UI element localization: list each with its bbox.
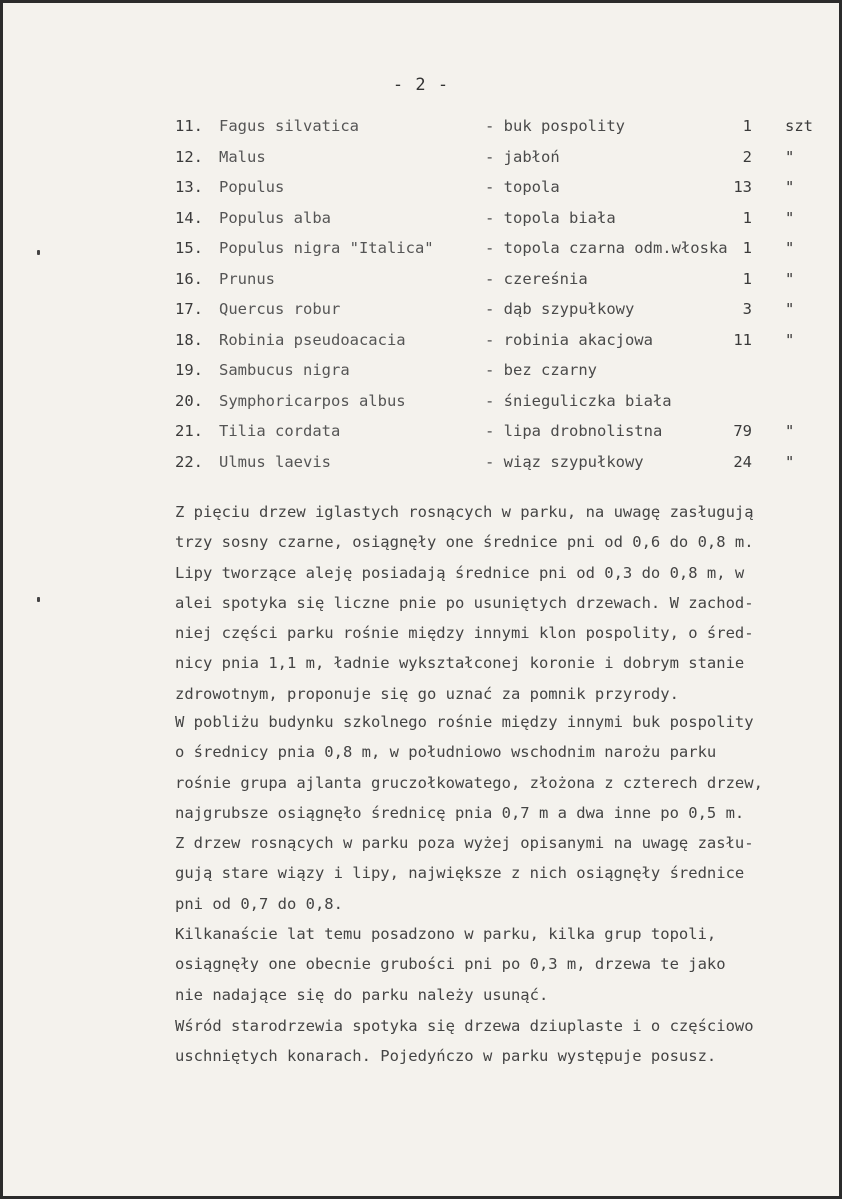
unit: " bbox=[785, 239, 795, 257]
latin-name: Tilia cordata bbox=[219, 422, 341, 440]
paragraph-line: W pobliżu budynku szkolnego rośnie między innymi buk pospolity bbox=[175, 713, 754, 731]
polish-name: - czereśnia bbox=[485, 269, 588, 288]
polish-name: - jabłoń bbox=[485, 147, 560, 166]
tree-row bbox=[0, 270, 842, 301]
paragraph-line: Lipy tworzące aleję posiadają średnice pni od 0,3 do 0,8 m, w bbox=[175, 563, 745, 582]
tree-number: 21. bbox=[175, 422, 203, 440]
quantity: 1 bbox=[742, 269, 752, 288]
paragraph-line: pni od 0,7 do 0,8. bbox=[175, 894, 343, 913]
tree-number: 16. bbox=[175, 269, 203, 288]
tree-row bbox=[0, 361, 842, 392]
unit: " bbox=[785, 269, 795, 288]
unit: " bbox=[785, 452, 795, 471]
paragraph-line: o średnicy pnia 0,8 m, w południowo wschodnim narożu parku bbox=[175, 743, 717, 762]
unit: " bbox=[785, 330, 795, 349]
tree-row bbox=[0, 422, 842, 453]
polish-name: - topola czarna odm.włoska bbox=[485, 239, 728, 257]
latin-name: Quercus robur bbox=[219, 300, 341, 318]
latin-name: Fagus silvatica bbox=[219, 117, 359, 135]
paragraph-line: Z drzew rosnących w parku poza wyżej opisanymi na uwagę zasłu- bbox=[175, 834, 754, 853]
margin-mark-1 bbox=[37, 250, 40, 255]
paragraph-line: rośnie grupa ajlanta gruczołkowatego, złożona z czterech drzew, bbox=[175, 773, 763, 792]
paragraph-line: Wśród starodrzewia spotyka się drzewa dziuplaste i o częściowo bbox=[175, 1017, 754, 1035]
latin-name: Populus alba bbox=[219, 208, 331, 227]
quantity: 13 bbox=[733, 178, 752, 196]
latin-name: Populus nigra "Italica" bbox=[219, 239, 434, 257]
paragraph-line: Kilkanaście lat temu posadzono w parku, kilka grup topoli, bbox=[175, 925, 717, 943]
unit: " bbox=[785, 422, 795, 440]
tree-row bbox=[0, 453, 842, 484]
polish-name: - lipa drobnolistna bbox=[485, 422, 663, 440]
tree-row bbox=[0, 239, 842, 270]
tree-number: 20. bbox=[175, 391, 203, 410]
latin-name: Robinia pseudoacacia bbox=[219, 330, 406, 349]
latin-name: Populus bbox=[219, 178, 285, 196]
tree-row bbox=[0, 178, 842, 209]
quantity: 1 bbox=[742, 239, 752, 257]
polish-name: - śnieguliczka biała bbox=[485, 391, 672, 410]
quantity: 24 bbox=[733, 452, 752, 471]
unit: " bbox=[785, 178, 795, 196]
unit: " bbox=[785, 300, 795, 318]
polish-name: - topola bbox=[485, 178, 560, 196]
tree-row bbox=[0, 209, 842, 240]
polish-name: - topola biała bbox=[485, 208, 616, 227]
tree-number: 12. bbox=[175, 147, 203, 166]
polish-name: - wiąz szypułkowy bbox=[485, 452, 644, 471]
paragraph-line: trzy sosny czarne, osiągnęły one średnice pni od 0,6 do 0,8 m. bbox=[175, 533, 754, 552]
tree-number: 11. bbox=[175, 117, 203, 135]
quantity: 79 bbox=[733, 422, 752, 440]
tree-number: 18. bbox=[175, 330, 203, 349]
unit: " bbox=[785, 208, 795, 227]
paragraph-line: osiągnęły one obecnie grubości pni po 0,3 m, drzewa te jako bbox=[175, 955, 726, 974]
quantity: 1 bbox=[742, 117, 752, 135]
page-number: - 2 - bbox=[392, 75, 450, 95]
quantity: 11 bbox=[733, 330, 752, 349]
paragraph-line: uschniętych konarach. Pojedyńczo w parku występuje posusz. bbox=[175, 1047, 717, 1066]
tree-row bbox=[0, 117, 842, 148]
tree-number: 17. bbox=[175, 300, 203, 318]
tree-number: 19. bbox=[175, 361, 203, 379]
polish-name: - robinia akacjowa bbox=[485, 330, 653, 349]
unit: " bbox=[785, 147, 795, 166]
tree-row bbox=[0, 148, 842, 179]
tree-number: 22. bbox=[175, 452, 203, 471]
tree-row bbox=[0, 331, 842, 362]
paragraph bbox=[175, 497, 825, 709]
paragraph-line: niej części parku rośnie między innymi klon pospolity, o śred- bbox=[175, 624, 754, 643]
margin-mark-2 bbox=[37, 597, 40, 602]
tree-row bbox=[0, 300, 842, 331]
latin-name: Malus bbox=[219, 147, 266, 166]
tree-number: 13. bbox=[175, 178, 203, 196]
quantity: 3 bbox=[742, 300, 752, 318]
paragraph bbox=[175, 1011, 825, 1072]
quantity: 2 bbox=[742, 147, 752, 166]
latin-name: Prunus bbox=[219, 269, 275, 288]
paragraph-line: gują stare wiązy i lipy, największe z nich osiągnęły średnice bbox=[175, 864, 745, 883]
paragraph bbox=[175, 707, 825, 919]
polish-name: - dąb szypułkowy bbox=[485, 300, 635, 318]
paragraph-line: nie nadające się do parku należy usunąć. bbox=[175, 985, 549, 1004]
quantity: 1 bbox=[742, 208, 752, 227]
paragraph-line: najgrubsze osiągnęło średnicę pnia 0,7 m a dwa inne po 0,5 m. bbox=[175, 803, 745, 822]
paragraph-line: Z pięciu drzew iglastych rosnących w parku, na uwagę zasługują bbox=[175, 503, 754, 521]
paragraph-line: nicy pnia 1,1 m, ładnie wykształconej koronie i dobrym stanie bbox=[175, 654, 745, 673]
unit: szt bbox=[785, 117, 813, 135]
tree-row bbox=[0, 392, 842, 423]
tree-number: 14. bbox=[175, 208, 203, 227]
tree-number: 15. bbox=[175, 239, 203, 257]
tree-species-list bbox=[0, 117, 842, 483]
polish-name: - buk pospolity bbox=[485, 117, 625, 135]
latin-name: Sambucus nigra bbox=[219, 361, 350, 379]
paragraph-line: zdrowotnym, proponuje się go uznać za pomnik przyrody. bbox=[175, 684, 679, 703]
paragraph bbox=[175, 919, 825, 1010]
latin-name: Symphoricarpos albus bbox=[219, 391, 406, 410]
latin-name: Ulmus laevis bbox=[219, 452, 331, 471]
paragraph-line: alei spotyka się liczne pnie po usuniętych drzewach. W zachod- bbox=[175, 593, 754, 612]
polish-name: - bez czarny bbox=[485, 361, 597, 379]
